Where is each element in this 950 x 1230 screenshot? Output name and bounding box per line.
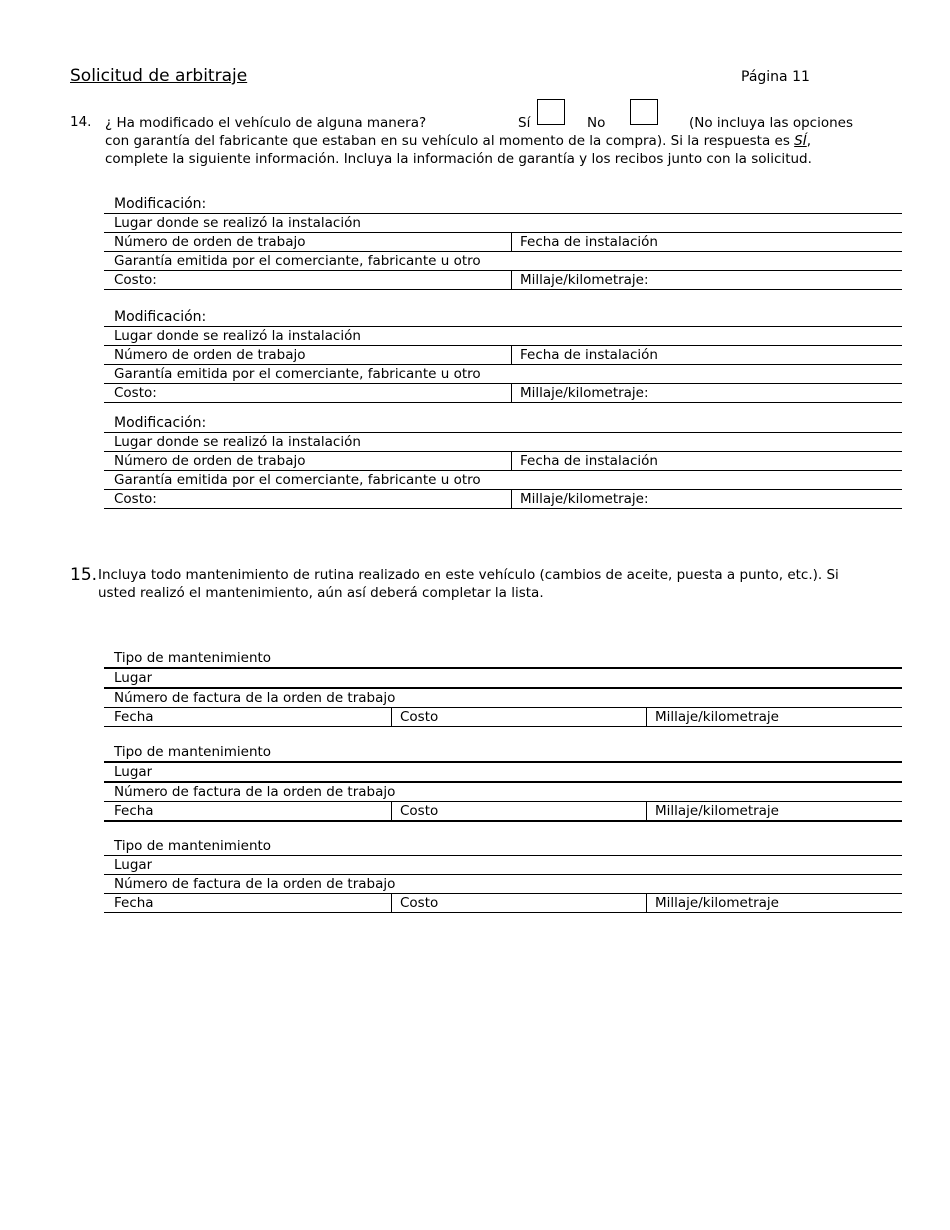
question-14-text: [105, 114, 905, 168]
cost-field[interactable]: Costo:: [114, 272, 157, 288]
maintenance-cost-field[interactable]: Costo: [391, 802, 646, 820]
install-date-field[interactable]: Fecha de instalación: [511, 233, 902, 251]
maintenance-place-field[interactable]: Lugar: [114, 857, 153, 873]
maintenance-table-2: [104, 743, 902, 822]
maintenance-place-field[interactable]: Lugar: [114, 764, 153, 780]
question-14-comma: ,: [806, 133, 812, 149]
question-15-line-2: usted realizó el mantenimiento, aún así deberá completar la lista.: [98, 585, 544, 601]
maintenance-date-field[interactable]: Fecha: [114, 803, 154, 819]
maintenance-mileage-field[interactable]: Millaje/kilometraje: [646, 802, 902, 820]
question-15-text: [98, 566, 898, 602]
maintenance-place-field[interactable]: Lugar: [114, 670, 153, 686]
work-order-field[interactable]: Número de orden de trabajo: [114, 347, 306, 363]
install-place-field[interactable]: Lugar donde se realizó la instalación: [114, 215, 361, 231]
invoice-number-field[interactable]: Número de factura de la orden de trabajo: [114, 876, 396, 892]
maintenance-cost-field[interactable]: Costo: [391, 894, 646, 912]
question-14-instructions: complete la siguiente información. Incluya la información de garantía y los recibos junto con la solicitud.: [105, 151, 812, 167]
maintenance-table-1: [104, 649, 902, 727]
maintenance-date-field[interactable]: Fecha: [114, 709, 154, 725]
yes-emphasis: SÍ: [794, 133, 807, 149]
maintenance-date-field[interactable]: Fecha: [114, 895, 154, 911]
yes-checkbox[interactable]: [537, 99, 565, 125]
maintenance-type-field[interactable]: Tipo de mantenimiento: [104, 649, 902, 669]
install-place-field[interactable]: Lugar donde se realizó la instalación: [114, 328, 361, 344]
warranty-field[interactable]: Garantía emitida por el comerciante, fabricante u otro: [114, 253, 481, 269]
invoice-number-field[interactable]: Número de factura de la orden de trabajo: [114, 784, 396, 800]
question-15-number: 15.: [70, 565, 98, 585]
question-14-prompt: ¿ Ha modificado el vehículo de alguna manera?: [105, 115, 427, 131]
modification-title[interactable]: Modificación:: [104, 414, 902, 433]
maintenance-table-3: [104, 837, 902, 913]
maintenance-type-field[interactable]: Tipo de mantenimiento: [104, 837, 902, 856]
question-15-line-1: Incluya todo mantenimiento de rutina realizado en este vehículo (cambios de aceite, puesta a punto, etc.). Si: [98, 567, 839, 583]
install-date-field[interactable]: Fecha de instalación: [511, 346, 902, 364]
mileage-field[interactable]: Millaje/kilometraje:: [511, 384, 902, 402]
warranty-field[interactable]: Garantía emitida por el comerciante, fabricante u otro: [114, 366, 481, 382]
warranty-field[interactable]: Garantía emitida por el comerciante, fabricante u otro: [114, 472, 481, 488]
no-checkbox[interactable]: [630, 99, 658, 125]
maintenance-type-field[interactable]: Tipo de mantenimiento: [104, 743, 902, 763]
page-number: Página 11: [741, 69, 810, 85]
modification-title[interactable]: Modificación:: [104, 308, 902, 327]
question-14-note: con garantía del fabricante que estaban en su vehículo al momento de la compra). Si la respuesta es: [105, 133, 795, 149]
work-order-field[interactable]: Número de orden de trabajo: [114, 234, 306, 250]
no-label: No: [587, 115, 606, 131]
question-14-note-start: (No incluya las opciones: [689, 115, 854, 131]
cost-field[interactable]: Costo:: [114, 385, 157, 401]
maintenance-mileage-field[interactable]: Millaje/kilometraje: [646, 894, 902, 912]
cost-field[interactable]: Costo:: [114, 491, 157, 507]
modification-table-1: [104, 195, 902, 290]
question-14-number: 14.: [70, 114, 92, 130]
work-order-field[interactable]: Número de orden de trabajo: [114, 453, 306, 469]
install-place-field[interactable]: Lugar donde se realizó la instalación: [114, 434, 361, 450]
mileage-field[interactable]: Millaje/kilometraje:: [511, 490, 902, 508]
page-title: Solicitud de arbitraje: [70, 66, 248, 86]
yes-label: Sí: [518, 115, 531, 131]
maintenance-mileage-field[interactable]: Millaje/kilometraje: [646, 708, 902, 726]
install-date-field[interactable]: Fecha de instalación: [511, 452, 902, 470]
invoice-number-field[interactable]: Número de factura de la orden de trabajo: [114, 690, 396, 706]
modification-table-2: [104, 308, 902, 403]
modification-table-3: [104, 414, 902, 509]
mileage-field[interactable]: Millaje/kilometraje:: [511, 271, 902, 289]
maintenance-cost-field[interactable]: Costo: [391, 708, 646, 726]
modification-title[interactable]: Modificación:: [104, 195, 902, 214]
